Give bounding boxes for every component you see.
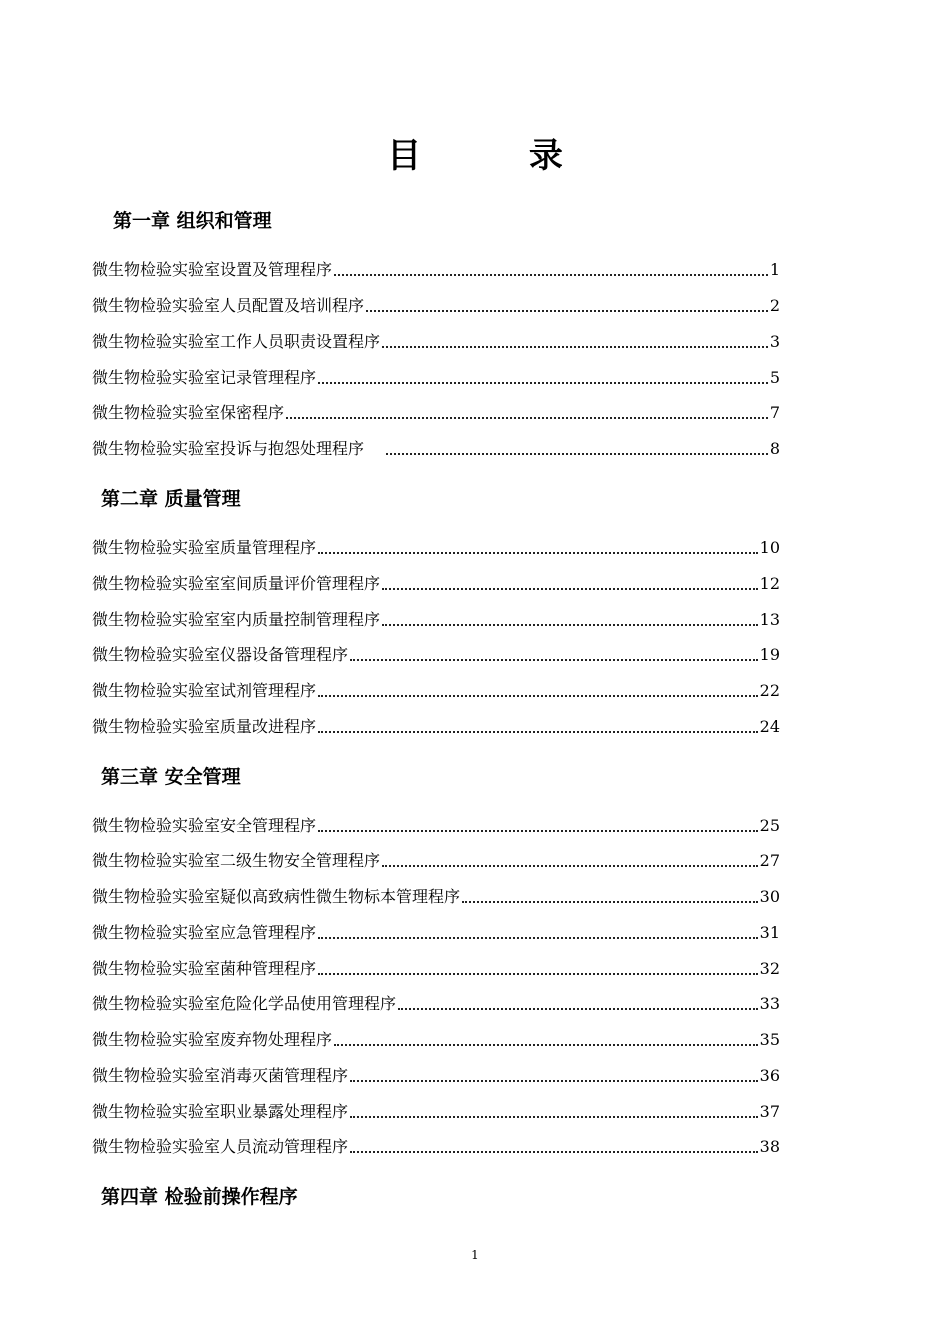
toc-entry[interactable]: [92, 328, 780, 352]
toc-entry[interactable]: [92, 919, 780, 943]
toc-entry-title: 微生物检验实验室工作人员职责设置程序: [92, 332, 381, 351]
toc-entry-page: 13: [759, 610, 780, 629]
dot-leader: [334, 274, 768, 276]
toc-entry-page: 5: [769, 368, 780, 387]
toc-entry[interactable]: [92, 1062, 780, 1086]
toc-entry-title: 微生物检验实验室消毒灭菌管理程序: [92, 1066, 349, 1085]
dot-leader: [318, 382, 768, 384]
toc-entry-title: 微生物检验实验室疑似高致病性微生物标本管理程序: [92, 887, 461, 906]
toc-entry-title: 微生物检验实验室职业暴露处理程序: [92, 1102, 349, 1121]
toc-entry-page: 7: [769, 403, 780, 422]
dot-leader: [350, 659, 758, 661]
toc-entry[interactable]: [92, 292, 780, 316]
dot-leader: [286, 417, 768, 419]
toc-entry-title: 微生物检验实验室室内质量控制管理程序: [92, 610, 381, 629]
toc-entry-title: 微生物检验实验室质量改进程序: [92, 717, 317, 736]
toc-entry-page: 31: [759, 923, 780, 942]
toc-entry-page: 35: [759, 1030, 780, 1049]
toc-entry[interactable]: [92, 990, 780, 1014]
chapter-heading-1: 第一章 组织和管理: [113, 210, 272, 232]
toc-entry-title: 微生物检验实验室质量管理程序: [92, 538, 317, 557]
dot-leader: [382, 588, 758, 590]
toc-entry[interactable]: [92, 256, 780, 280]
toc-title: 目 录: [387, 136, 611, 176]
toc-entry-title: 微生物检验实验室危险化学品使用管理程序: [92, 994, 397, 1013]
toc-entry-page: 37: [759, 1102, 780, 1121]
dot-leader: [350, 1080, 758, 1082]
toc-entry[interactable]: [92, 955, 780, 979]
toc-entry[interactable]: [92, 364, 780, 388]
toc-entry-page: 2: [769, 296, 780, 315]
toc-entry[interactable]: [92, 399, 780, 423]
toc-entry[interactable]: [92, 883, 780, 907]
toc-entry[interactable]: [92, 1133, 780, 1157]
toc-entry-title: 微生物检验实验室人员配置及培训程序: [92, 296, 365, 315]
dot-leader: [382, 624, 758, 626]
toc-entry[interactable]: [92, 812, 780, 836]
toc-entry-page: 24: [759, 717, 780, 736]
dot-leader: [386, 453, 768, 455]
toc-entry-page: 12: [759, 574, 780, 593]
toc-entry-title: 微生物检验实验室废弃物处理程序: [92, 1030, 333, 1049]
dot-leader: [318, 937, 758, 939]
toc-entry-page: 27: [759, 851, 780, 870]
dot-leader: [462, 901, 758, 903]
toc-entry-page: 38: [759, 1137, 780, 1156]
toc-entry-page: 8: [769, 439, 780, 458]
dot-leader: [350, 1151, 758, 1153]
dot-leader: [318, 830, 758, 832]
toc-entry[interactable]: [92, 435, 780, 459]
toc-entry-title: 微生物检验实验室投诉与抱怨处理程序: [92, 439, 365, 458]
dot-leader: [334, 1044, 758, 1046]
dot-leader: [350, 1116, 758, 1118]
toc-entry-page: 3: [769, 332, 780, 351]
toc-entry[interactable]: [92, 641, 780, 665]
toc-entry-page: 25: [759, 816, 780, 835]
toc-entry-title: 微生物检验实验室菌种管理程序: [92, 959, 317, 978]
toc-entry-title: 微生物检验实验室保密程序: [92, 403, 285, 422]
dot-leader: [318, 695, 758, 697]
toc-entry-title: 微生物检验实验室设置及管理程序: [92, 260, 333, 279]
dot-leader: [382, 865, 758, 867]
dot-leader: [318, 731, 758, 733]
dot-leader: [366, 310, 768, 312]
toc-entry[interactable]: [92, 1026, 780, 1050]
toc-entry-title: 微生物检验实验室试剂管理程序: [92, 681, 317, 700]
toc-entry-page: 36: [759, 1066, 780, 1085]
toc-entry-title: 微生物检验实验室二级生物安全管理程序: [92, 851, 381, 870]
toc-entry-page: 30: [759, 887, 780, 906]
toc-entry[interactable]: [92, 606, 780, 630]
toc-entry-page: 19: [759, 645, 780, 664]
dot-leader: [318, 973, 758, 975]
toc-entry-title: 微生物检验实验室记录管理程序: [92, 368, 317, 387]
toc-entry[interactable]: [92, 534, 780, 558]
toc-entry-page: 1: [769, 260, 780, 279]
toc-entry[interactable]: [92, 570, 780, 594]
chapter-heading-4: 第四章 检验前操作程序: [101, 1186, 298, 1208]
dot-leader: [398, 1008, 758, 1010]
toc-entry-title: 微生物检验实验室安全管理程序: [92, 816, 317, 835]
toc-entry-page: 10: [759, 538, 780, 557]
toc-entry-title: 微生物检验实验室人员流动管理程序: [92, 1137, 349, 1156]
toc-entry-title: 微生物检验实验室仪器设备管理程序: [92, 645, 349, 664]
toc-entry[interactable]: [92, 713, 780, 737]
toc-entry-page: 33: [759, 994, 780, 1013]
toc-entry-title: 微生物检验实验室室间质量评价管理程序: [92, 574, 381, 593]
chapter-heading-2: 第二章 质量管理: [101, 488, 241, 510]
dot-leader: [382, 346, 768, 348]
toc-entry-page: 32: [759, 959, 780, 978]
dot-leader: [318, 552, 758, 554]
toc-entry-title: 微生物检验实验室应急管理程序: [92, 923, 317, 942]
toc-entry[interactable]: [92, 1098, 780, 1122]
page-number: 1: [471, 1248, 479, 1262]
toc-entry[interactable]: [92, 847, 780, 871]
chapter-heading-3: 第三章 安全管理: [101, 766, 241, 788]
toc-entry-page: 22: [759, 681, 780, 700]
toc-entry[interactable]: [92, 677, 780, 701]
